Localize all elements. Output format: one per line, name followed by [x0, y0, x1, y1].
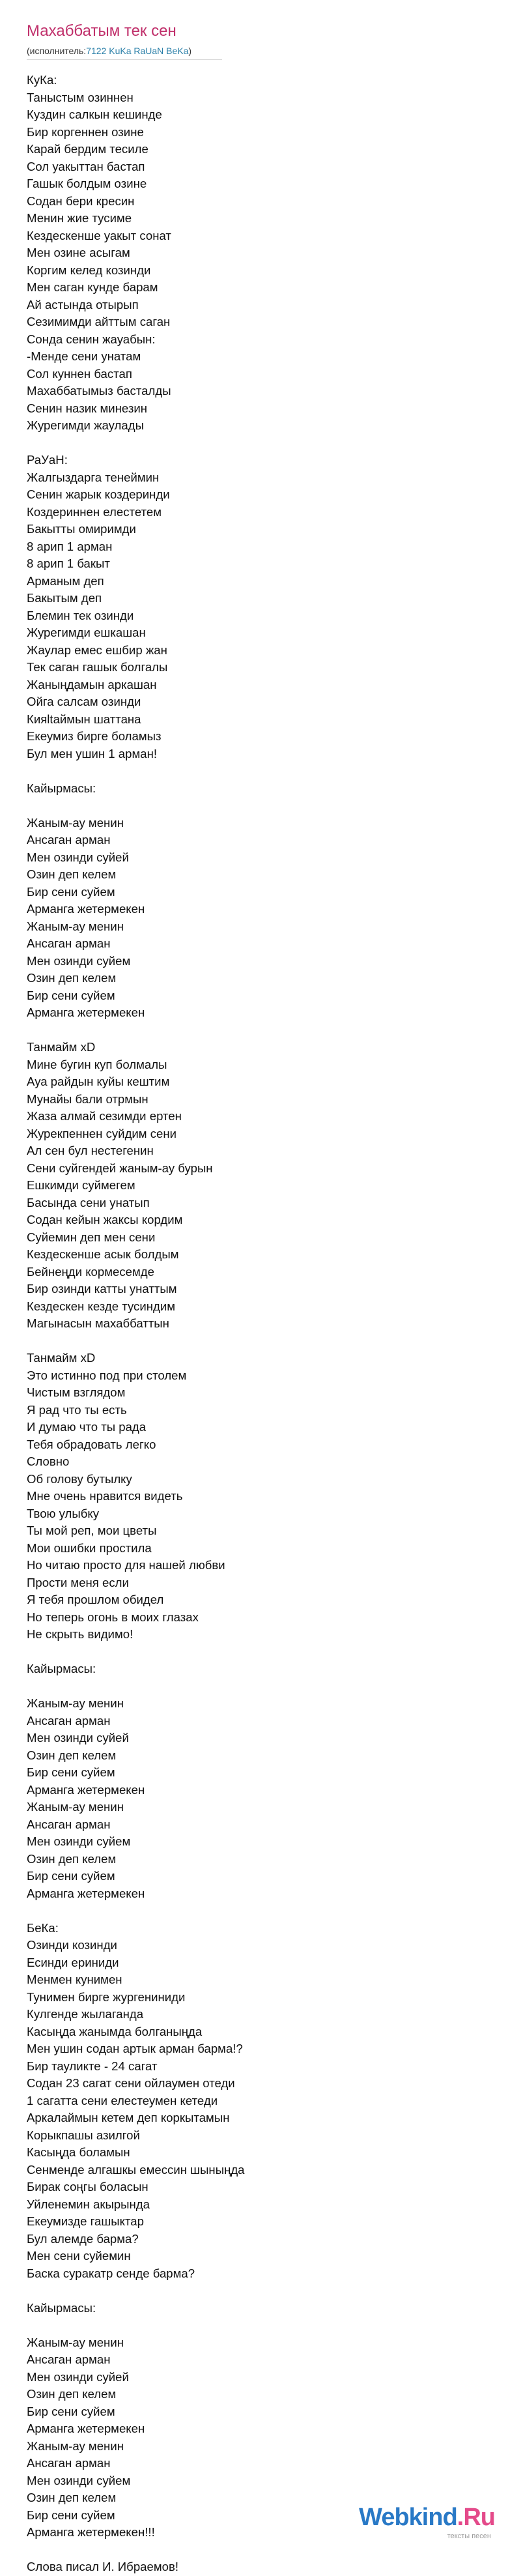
lyrics-line: Бир сени суйем [27, 1765, 115, 1779]
lyrics-line: Ансаган арман [27, 833, 111, 847]
lyrics-line: Кайырмасы: [27, 1662, 96, 1675]
lyrics-line: Сол куннен бастап [27, 366, 132, 381]
lyrics-line: Озин деп келем [27, 971, 117, 985]
lyrics-line: Уйленемин акырында [27, 2197, 150, 2211]
lyrics-line: Гашык болдым озине [27, 177, 147, 190]
lyrics-line: Бир тауликте - 24 сагат [27, 2059, 158, 2073]
lyrics-line: Ойга салсам озинди [27, 695, 141, 708]
lyrics-line: Бир сени суйем [27, 1869, 115, 1883]
lyrics-text [27, 72, 509, 2576]
lyrics-line: Мен ушин содан артык арман барма!? [27, 2042, 243, 2055]
lyrics-line: Ал сен бул нестегенин [27, 1144, 154, 1157]
lyrics-line: Жаным-ау менин [27, 2335, 124, 2349]
lyrics-line: Кездескенше асык болдым [27, 1247, 179, 1261]
lyrics-line: Твою улыбку [27, 1506, 100, 1520]
lyrics-line: Содан кейын жаксы кордим [27, 1213, 183, 1226]
lyrics-line: Кездескен кезде тусиндим [27, 1299, 176, 1313]
lyrics-line: Тунимен бирге жургениниди [27, 1990, 186, 2004]
lyrics-line: Ансаган арман [27, 2352, 111, 2366]
lyrics-line: Бир сени суйем [27, 2508, 115, 2522]
lyrics-line: Мен озинди суйей [27, 1731, 129, 1744]
lyrics-line: Корыкпашы азилгой [27, 2128, 140, 2142]
lyrics-line: Мен сени суйемин [27, 2249, 131, 2263]
lyrics-line: Касыңда боламын [27, 2145, 130, 2159]
lyrics-blank-line [27, 797, 509, 815]
lyrics-blank-line [27, 1902, 509, 1920]
lyrics-line: Журегимди жаулады [27, 418, 144, 432]
lyrics-line: Мен озинди суйей [27, 2369, 129, 2384]
lyrics-line: И думаю что ты рада [27, 1420, 147, 1434]
lyrics-line: Танмайм xD [27, 1040, 96, 1054]
lyrics-line: Кайырмасы: [27, 2300, 96, 2315]
lyrics-line: Жаза алмай сезимди ертен [27, 1109, 182, 1123]
lyrics-line: Арманга жетермекен [27, 2422, 145, 2435]
lyrics-line: Мен озинди суйем [27, 2473, 131, 2487]
lyrics-line: Мен озинди суйем [27, 1834, 131, 1848]
lyrics-line: Арманга жетермекен [27, 902, 145, 916]
lyrics-line: Ансаган арман [27, 2456, 111, 2470]
lyrics-line: Есинди ериниди [27, 1955, 119, 1969]
lyrics-line: Арманга жетермекен [27, 1886, 145, 1900]
lyrics-line: Куздин салкын кешинде [27, 108, 162, 121]
lyrics-line: Суйемин деп мен сени [27, 1230, 156, 1244]
lyrics-line: Озин деп келем [27, 2491, 117, 2504]
lyrics-line: Сенменде алгашкы емессин шыныңда [27, 2162, 245, 2177]
lyrics-blank-line [27, 1643, 509, 1661]
lyrics-line: Мен саган кунде барам [27, 280, 158, 294]
lyrics-line: КуКа: [27, 73, 57, 87]
lyrics-line: Мен озине асыгам [27, 246, 130, 259]
lyrics-line: Арманым деп [27, 573, 104, 588]
lyrics-line: РаУаН: [27, 453, 68, 467]
lyrics-blank-line [27, 1022, 509, 1039]
lyrics-line: Содан 23 сагат сени ойлаумен отеди [27, 2076, 235, 2090]
lyrics-line: Сонда сенин жауабын: [27, 332, 156, 346]
lyrics-line: Менмен кунимен [27, 1973, 122, 1986]
lyrics-line: Журекпеннен суйдим сени [27, 1126, 177, 1140]
lyrics-line: Это истинно под при столем [27, 1368, 187, 1382]
site-logo[interactable] [359, 2498, 513, 2544]
performers-line [27, 45, 509, 57]
lyrics-line: Коргим келед козинди [27, 263, 151, 277]
lyrics-line: Бир озинди катты унаттым [27, 1282, 177, 1295]
lyrics-line: Басында сени унатып [27, 1195, 150, 1209]
logo-tagline: тексты песен [447, 2532, 491, 2540]
lyrics-blank-line [27, 762, 509, 780]
lyrics-line: Тек саган гашык болгалы [27, 660, 168, 674]
performers-link[interactable]: 7122 KuKa RaUaN BeKa [86, 46, 189, 56]
lyrics-line: Жаным-ау менин [27, 1696, 124, 1710]
logo-text-tld: .Ru [457, 2504, 495, 2531]
lyrics-line: Но читаю просто для нашей любви [27, 1558, 225, 1572]
lyrics-line: Мне очень нравится видеть [27, 1489, 183, 1503]
lyrics-line: Слова писал И. Ибраемов! [27, 2560, 179, 2573]
song-title: Махаббатым тек сен [27, 22, 176, 40]
lyrics-line: 1 сагатта сени елестеумен кетеди [27, 2093, 218, 2107]
lyrics-line: Кездескенше уакыт сонат [27, 228, 171, 242]
performers-prefix: (исполнитель: [27, 46, 87, 56]
lyrics-line: Екеумиз бирге боламыз [27, 729, 162, 743]
lyrics-blank-line [27, 435, 509, 452]
lyrics-line: Мине бугин куп болмалы [27, 1057, 167, 1071]
lyrics-blank-line [27, 1678, 509, 1696]
lyrics-line: Жаным-ау менин [27, 1800, 124, 1814]
lyrics-line: Журегимди ешкашан [27, 626, 146, 639]
lyrics-line: Озин деп келем [27, 867, 117, 881]
lyrics-line: Жаныңдамын аркашан [27, 677, 157, 691]
lyrics-line: Жаным-ау менин [27, 919, 124, 933]
lyrics-line: Ауа райдын куйы кештим [27, 1075, 170, 1088]
lyrics-line: Махаббатымыз басталды [27, 384, 171, 398]
lyrics-line: Жаным-ау менин [27, 2439, 124, 2453]
lyrics-line: Таныстым озиннен [27, 90, 134, 104]
lyrics-line: Мен озинди суйей [27, 850, 129, 864]
lyrics-line: Я тебя прошлом обидел [27, 1593, 164, 1606]
lyrics-line: Карай бердим тесиле [27, 142, 148, 156]
lyrics-line: Прости меня если [27, 1575, 129, 1589]
lyrics-line: Тебя обрадовать легко [27, 1437, 156, 1451]
lyrics-line: Кулгенде жылаганда [27, 2007, 144, 2021]
lyrics-line: Бирак соңгы боласын [27, 2180, 148, 2193]
lyrics-blank-line [27, 2282, 509, 2300]
lyrics-line: Об голову бутылку [27, 1471, 132, 1486]
lyrics-line: Жаным-ау менин [27, 815, 124, 830]
lyrics-line: Сени суйгендей жаным-ау бурын [27, 1161, 213, 1175]
lyrics-line: Словно [27, 1454, 70, 1468]
lyrics-line: Мен озинди суйем [27, 953, 131, 968]
lyrics-line: Ансаган арман [27, 1817, 111, 1831]
lyrics-line: Блемин тек озинди [27, 608, 134, 622]
lyrics-line: Я рад что ты есть [27, 1402, 127, 1417]
lyrics-line: Кияltаймын шаттана [27, 712, 141, 726]
lyrics-line: Бир коргеннен озине [27, 124, 144, 139]
logo-wordmark [359, 2504, 495, 2532]
lyrics-line: Ешкимди суймегем [27, 1178, 135, 1192]
lyrics-line: Бир сени суйем [27, 2404, 115, 2418]
lyrics-line: Озин деп келем [27, 1851, 117, 1866]
lyrics-line: 8 арип 1 бакыт [27, 557, 110, 570]
lyrics-line: Бул мен ушин 1 арман! [27, 746, 158, 760]
lyrics-line: Сол уакыттан бастап [27, 159, 145, 173]
title-divider [27, 59, 222, 60]
lyrics-line: Арманга жетермекен [27, 1782, 145, 1797]
lyrics-line: Ты мой реп, мои цветы [27, 1524, 157, 1537]
lyrics-line: Кайырмасы: [27, 781, 96, 795]
performers-suffix: ) [188, 46, 192, 56]
lyrics-line: Жалгыздарга тенеймин [27, 470, 160, 484]
lyrics-line: Не скрыть видимо! [27, 1627, 134, 1641]
page-content [27, 0, 509, 2576]
lyrics-line: -Менде сени унатам [27, 349, 141, 363]
lyrics-line: Екеумизде гашыктар [27, 2214, 144, 2228]
lyrics-line: Магынасын махаббаттын [27, 1316, 169, 1330]
lyrics-line: Содан бери кресин [27, 194, 135, 208]
lyrics-line: Баска суракатр сенде барма? [27, 2266, 195, 2280]
lyrics-blank-line [27, 1333, 509, 1350]
lyrics-line: Ансаган арман [27, 1713, 111, 1728]
lyrics-blank-line [27, 2317, 509, 2334]
lyrics-line: Бир сени суйем [27, 884, 115, 899]
lyrics-line: Касыңда жанымда болганыңда [27, 2024, 203, 2038]
lyrics-line: Но теперь огонь в моих глазах [27, 1610, 199, 1624]
lyrics-line: Бейнеңди кормесемде [27, 1264, 154, 1279]
lyrics-line: 8 арип 1 арман [27, 539, 113, 553]
lyrics-line: Менин жие тусиме [27, 211, 132, 225]
lyrics-line: Арманга жетермекен!!! [27, 2525, 155, 2539]
lyrics-line: Бир сени суйем [27, 988, 115, 1002]
lyrics-line: Бакытым деп [27, 591, 102, 605]
lyrics-line: Озин деп келем [27, 1748, 117, 1762]
logo-text-main: Webkind [359, 2504, 457, 2531]
lyrics-line: Бакытты омиримди [27, 522, 136, 536]
lyrics-line: БеКа: [27, 1920, 59, 1935]
lyrics-line: Мои ошибки простила [27, 1541, 152, 1555]
lyrics-line: Озин деп келем [27, 2387, 117, 2401]
lyrics-line: Сенин назик минезин [27, 401, 148, 415]
lyrics-line: Сезимимди айттым саган [27, 315, 171, 328]
lyrics-line: Аркалаймын кетем деп коркытамын [27, 2111, 230, 2124]
lyrics-line: Чистым взглядом [27, 1385, 126, 1399]
lyrics-line: Жаулар емес ешбир жан [27, 643, 167, 657]
lyrics-line: Арманга жетермекен [27, 1006, 145, 1019]
lyrics-line: Ансаган арман [27, 936, 111, 950]
lyrics-line: Танмайм xD [27, 1351, 96, 1365]
lyrics-line: Коздериннен елестетем [27, 504, 162, 519]
lyrics-line: Ай астында отырып [27, 297, 139, 311]
lyrics-line: Озинди козинди [27, 1938, 117, 1952]
lyrics-line: Бул алемде барма? [27, 2231, 139, 2246]
lyrics-line: Сенин жарык коздеринди [27, 487, 170, 501]
lyrics-line: Мунайы бали отрмын [27, 1092, 148, 1106]
